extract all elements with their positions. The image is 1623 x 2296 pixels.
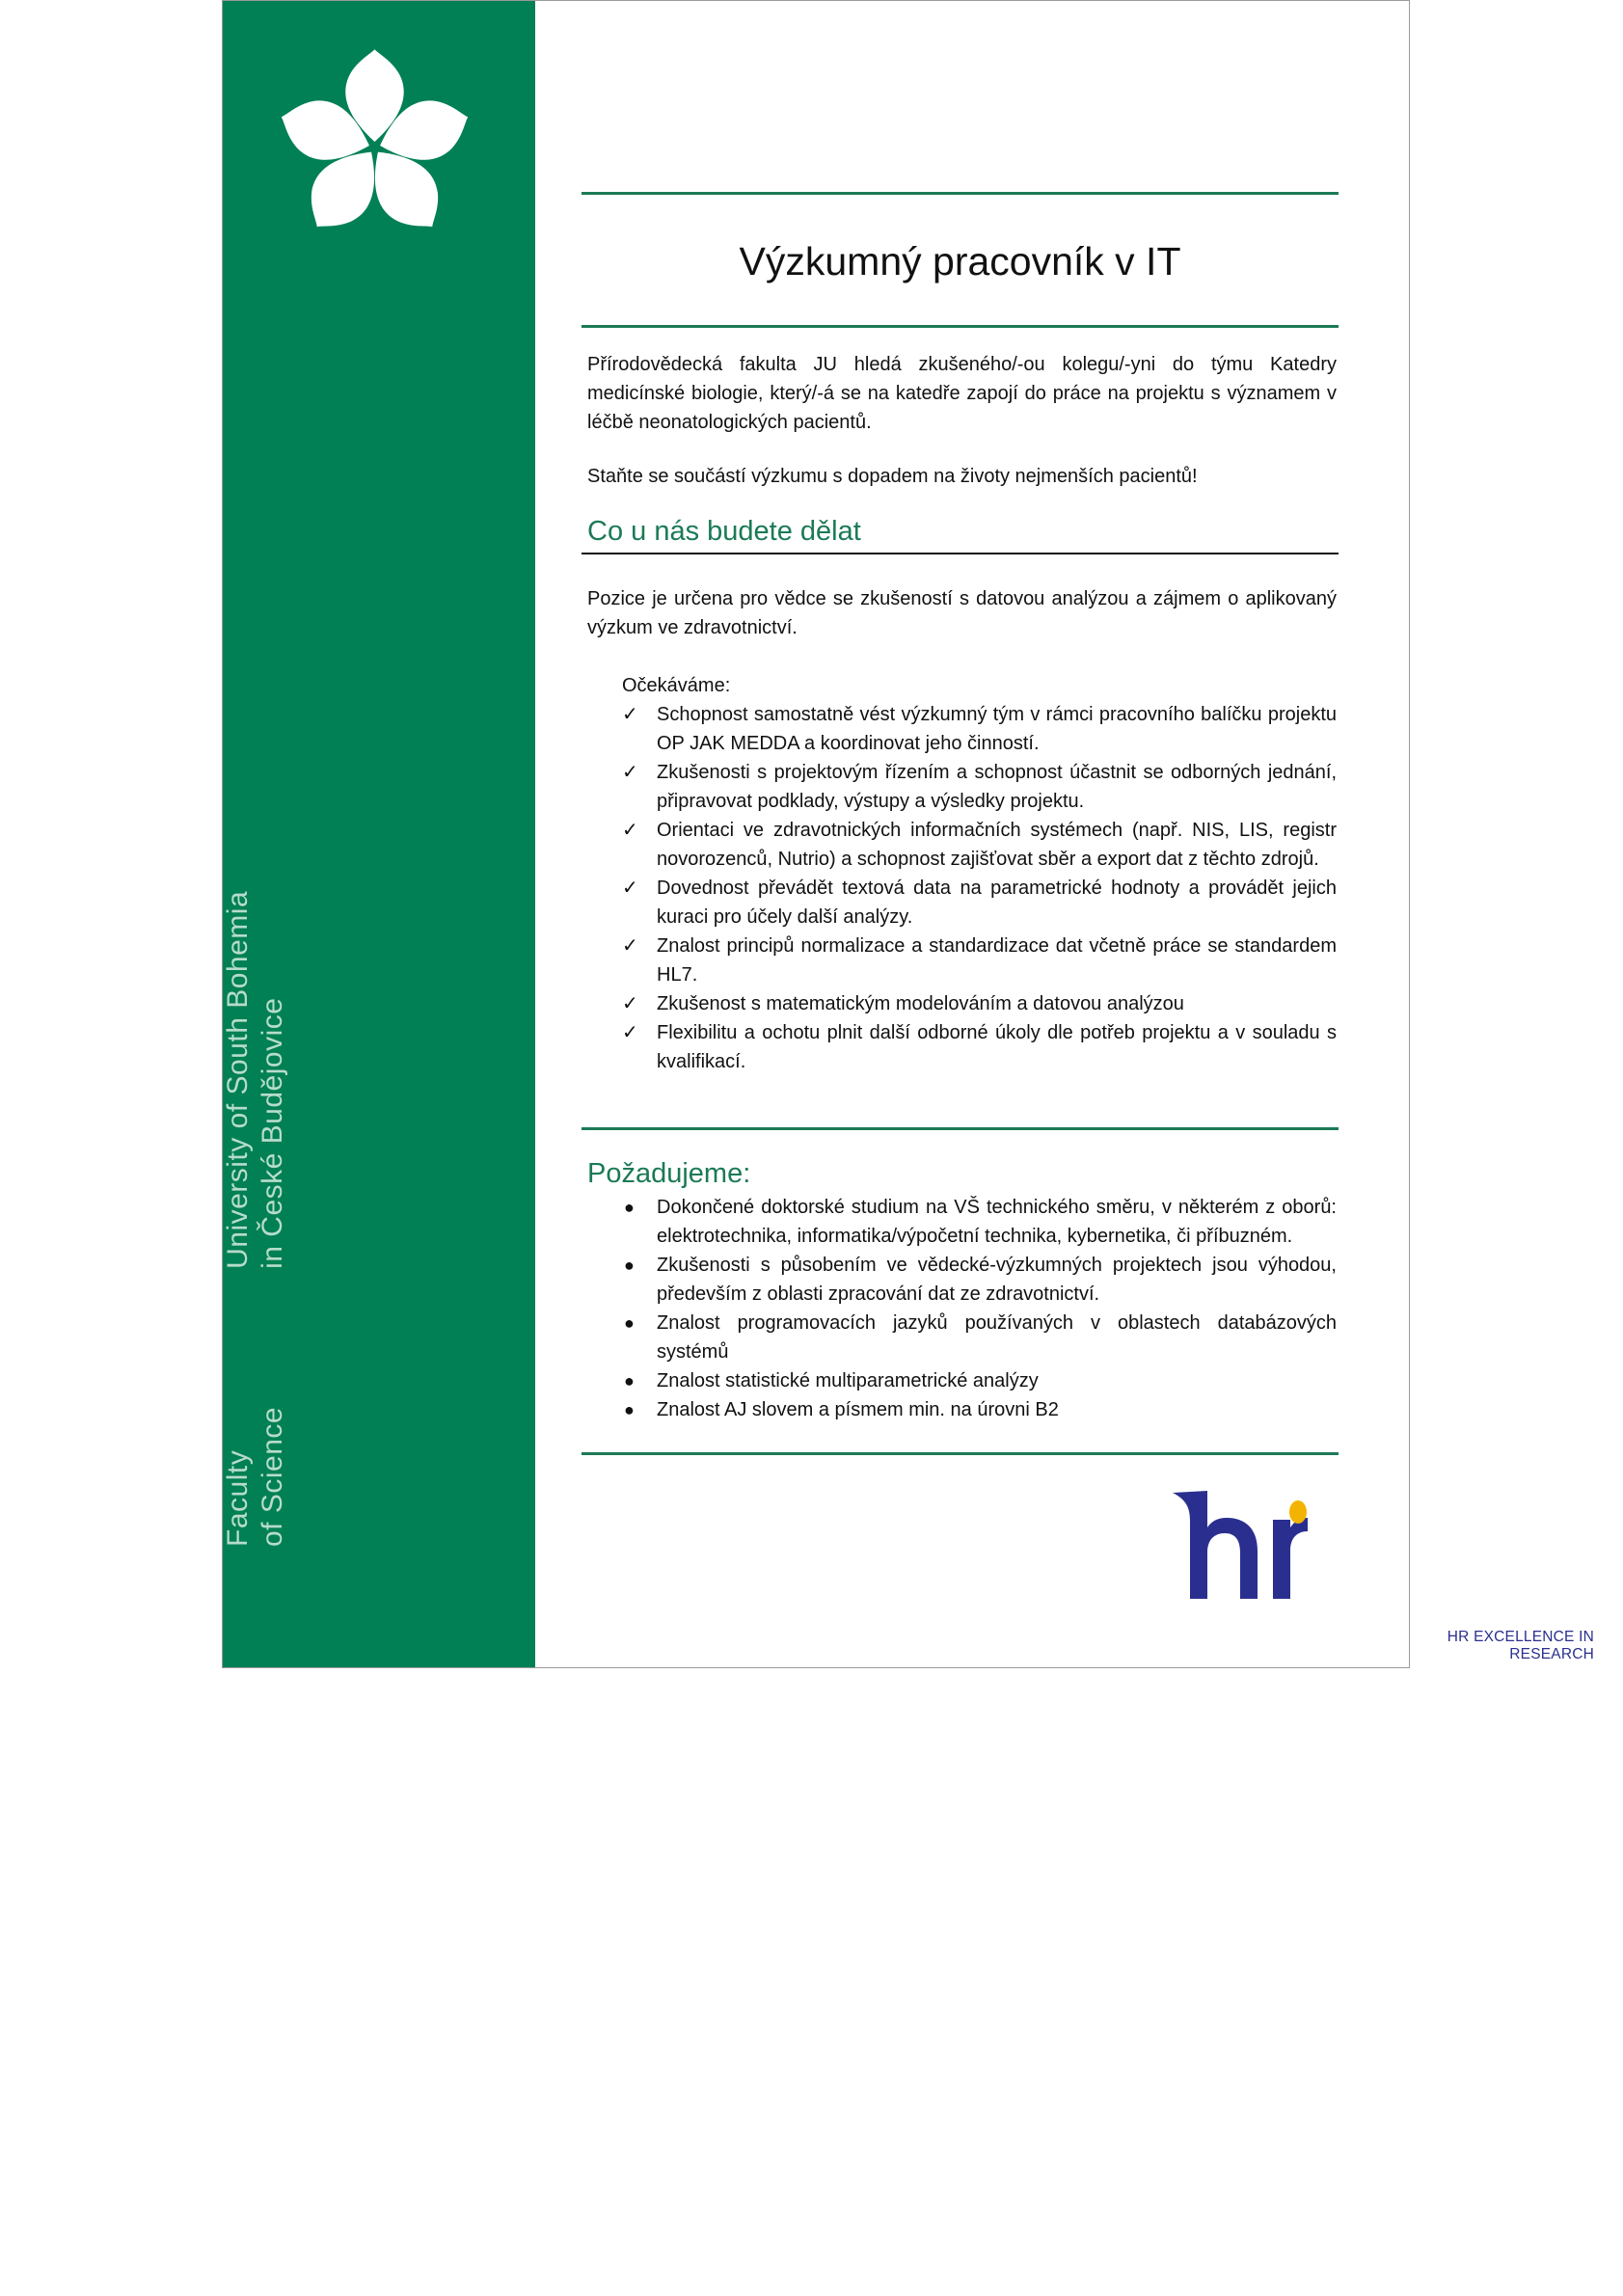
list-item: ✓ Znalost principů normalizace a standardizace dat včetně práce se standardem HL7. <box>587 932 1337 989</box>
faculty-name-en-1: Faculty <box>222 1449 254 1547</box>
intro-tagline: Staňte se součástí výzkumu s dopadem na životy nejmenších pacientů! <box>587 466 1198 487</box>
university-flower-logo-icon <box>271 40 478 242</box>
check-icon: ✓ <box>622 993 638 1014</box>
faculty-name <box>151 1323 290 1547</box>
list-item: ● Dokončené doktorské studium na VŠ technického směru, v některém z oborů: elektrotechnika, informatika/výpočetní technika, kybernetika, či příbuzném. <box>587 1193 1337 1251</box>
sidebar <box>152 1 535 1667</box>
check-icon: ✓ <box>622 878 638 899</box>
university-name-en-1: University of South Bohemia <box>222 890 254 1269</box>
list-item: ✓ Zkušenost s matematickým modelováním a datovou analýzou <box>587 989 1337 1018</box>
faculty-name-en-2: of Science <box>257 1406 288 1547</box>
check-icon: ✓ <box>622 762 638 783</box>
bullet-icon: ● <box>624 1198 635 1217</box>
university-name-cz-1: Jihočeská univerzita <box>152 976 184 1269</box>
bullet-icon: ● <box>624 1371 635 1391</box>
faculty-name-block <box>152 872 483 1547</box>
divider <box>582 553 1339 554</box>
list-item: ● Znalost AJ slovem a písmem min. na úrovni B2 <box>587 1395 1337 1424</box>
hr-excellence-caption: HR EXCELLENCE IN RESEARCH <box>1447 1629 1594 1662</box>
bullet-icon: ● <box>624 1313 635 1333</box>
list-title: Očekáváme: <box>622 675 731 696</box>
university-name-en-2: in České Budějovice <box>257 997 288 1269</box>
section-heading-requirements: Požadujeme: <box>587 1158 751 1189</box>
faculty-name-cz-1: Přírodovědecká <box>152 1322 184 1547</box>
check-icon: ✓ <box>622 935 638 957</box>
expectations-list <box>587 671 1337 1076</box>
bullet-icon: ● <box>624 1400 635 1419</box>
bullet-icon: ● <box>624 1256 635 1275</box>
check-icon: ✓ <box>622 820 638 841</box>
list-item: ● Zkušenosti s působením ve vědecké-výzkumných projektech jsou výhodou, především z oblasti zpracování dat ze zdravotnictví. <box>587 1251 1337 1309</box>
list-item: ✓ Flexibilitu a ochotu plnit další odborné úkoly dle potřeb projektu a v souladu s kvalifikací. <box>587 1018 1337 1076</box>
list-item: ● Znalost statistické multiparametrické analýzy <box>587 1366 1337 1395</box>
requirements-list <box>587 1193 1337 1424</box>
list-item: ✓ Zkušenosti s projektovým řízením a schopnost účastnit se odborných jednání, připravovat podklady, výstupy a výsledky projektu. <box>587 758 1337 816</box>
university-name <box>151 891 290 1269</box>
section-heading-duties: Co u nás budete dělat <box>587 516 861 547</box>
check-icon: ✓ <box>622 1022 638 1043</box>
faculty-name-cz-2: fakulta <box>187 1449 219 1547</box>
list-item: ✓ Orientaci ve zdravotnických informačních systémech (např. NIS, LIS, registr novorozenců, Nutrio) a schopnost zajišťovat sběr a export dat z těchto zdrojů. <box>587 816 1337 874</box>
page-title: Výzkumný pracovník v IT <box>739 239 1181 284</box>
divider <box>582 1127 1339 1130</box>
divider <box>582 192 1339 195</box>
list-item: ● Znalost programovacích jazyků používaných v oblastech databázových systémů <box>587 1309 1337 1366</box>
position-description: Pozice je určena pro vědce se zkušeností s datovou analýzou a zájmem o aplikovaný výzkum ve zdravotnictví. <box>587 588 1337 638</box>
check-icon: ✓ <box>622 704 638 725</box>
list-item: ✓ Dovednost převádět textová data na parametrické hodnoty a provádět jejich kuraci pro účely další analýzy. <box>587 874 1337 932</box>
hr-excellence-logo-icon <box>1173 1491 1404 1655</box>
list-item: ✓ Schopnost samostatně vést výzkumný tým v rámci pracovního balíčku projektu OP JAK MEDDA a koordinovat jeho činností. <box>587 700 1337 758</box>
job-poster <box>152 0 1594 1668</box>
divider <box>582 1452 1339 1455</box>
divider <box>582 325 1339 328</box>
university-name-cz-2: v Českých Budějovicích <box>187 927 219 1269</box>
intro-paragraph: Přírodovědecká fakulta JU hledá zkušeného/-ou kolegu/-yni do týmu Katedry medicínské biologie, který/-á se na katedře zapojí do práce na projektu s významem v léčbě neonatologických pacientů. <box>587 354 1337 433</box>
